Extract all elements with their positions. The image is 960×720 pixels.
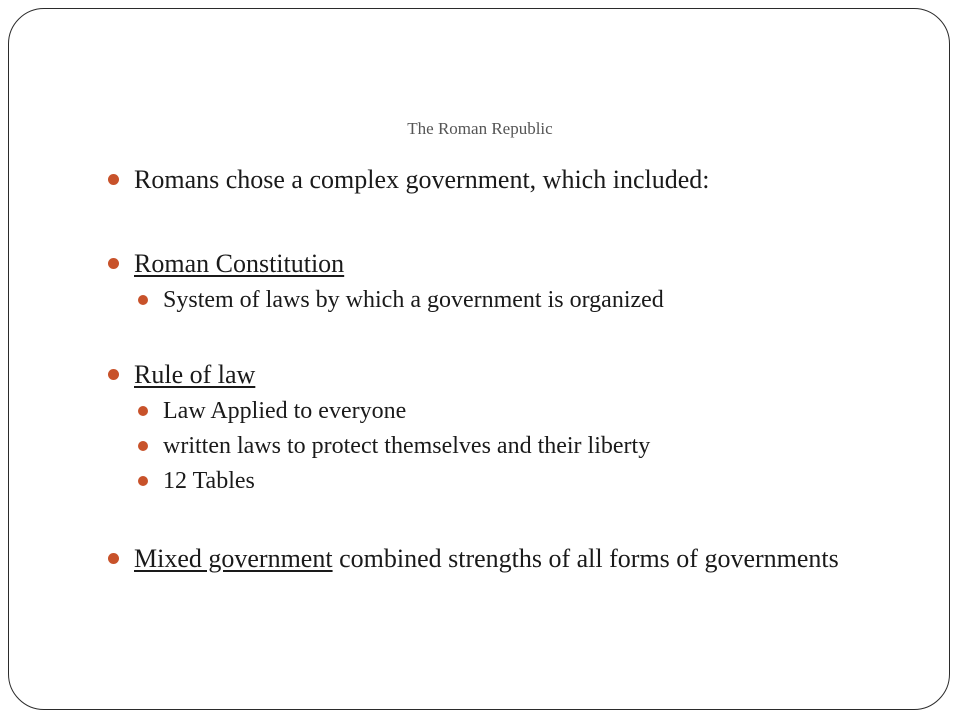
sub-bullet-marker	[138, 295, 148, 305]
sub-bullet-marker	[138, 441, 148, 451]
bullet-marker	[108, 553, 119, 564]
sub-bullet-marker	[138, 406, 148, 416]
sub-bullet-marker	[138, 476, 148, 486]
bullet-mixed-government	[134, 545, 854, 573]
bullet-roman-constitution: Roman Constitution	[134, 249, 345, 278]
slide-frame	[8, 8, 950, 710]
bullet-complex-government: Romans chose a complex government, which included:	[134, 165, 710, 194]
mixed-government-term: Mixed government	[134, 544, 333, 573]
slide-title: The Roman Republic	[407, 119, 553, 138]
bullet-marker	[108, 258, 119, 269]
bullet-marker	[108, 369, 119, 380]
sub-bullet-law-applied: Law Applied to everyone	[163, 398, 407, 424]
bullet-rule-of-law: Rule of law	[134, 360, 256, 389]
mixed-government-description: combined strengths of all forms of governments	[332, 544, 839, 573]
sub-bullet-system-of-laws: System of laws by which a government is organized	[163, 287, 664, 313]
sub-bullet-written-laws: written laws to protect themselves and their liberty	[163, 433, 651, 459]
bullet-marker	[108, 174, 119, 185]
sub-bullet-12-tables: 12 Tables	[163, 468, 255, 494]
